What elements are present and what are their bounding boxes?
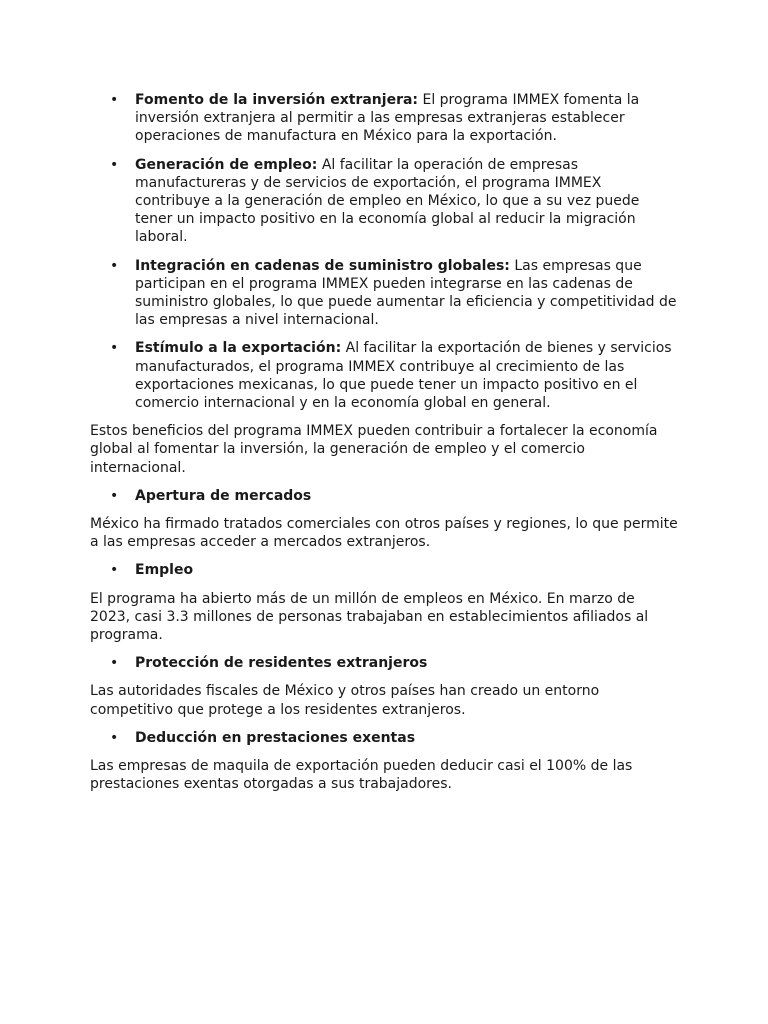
section-heading-text: Protección de residentes extranjeros xyxy=(135,655,428,672)
benefit-lead: Fomento de la inversión extranjera: xyxy=(135,92,419,108)
section-paragraph: México ha firmado tratados comerciales con otros países y regiones, lo que permite a las empresas acceder a mercados extranjeros. xyxy=(90,516,678,551)
section-heading-text: Empleo xyxy=(135,562,194,579)
bullet-icon: • xyxy=(110,487,119,504)
benefit-text: El programa IMMEX fomenta la inversión extranjera al permitir a las empresas extranjeras establecer operaciones de manufactura en México para la exportación. xyxy=(135,92,640,145)
section-heading xyxy=(90,654,678,672)
section-heading xyxy=(90,487,678,505)
benefit-text: Al facilitar la exportación de bienes y servicios manufacturados, el programa IMMEX contribuye al crecimiento de las exportaciones mexicanas, lo que puede tener un impacto positivo en el comercio internacional y en la economía global en general. xyxy=(135,340,672,412)
section-paragraph: Las autoridades fiscales de México y otros países han creado un entorno competitivo que protege a los residentes extranjeros. xyxy=(90,683,600,718)
summary-paragraph: Estos beneficios del programa IMMEX pueden contribuir a fortalecer la economía global al fomentar la inversión, la generación de empleo y el comercio internacional. xyxy=(90,423,658,476)
bullet-icon: • xyxy=(110,655,119,672)
bullet-icon: • xyxy=(110,156,119,173)
section-heading-text: Deducción en prestaciones exentas xyxy=(135,729,416,746)
section-heading-list xyxy=(90,729,678,747)
benefit-lead: Generación de empleo: xyxy=(135,156,318,173)
benefit-text: Al facilitar la operación de empresas manufactureras y de servicios de exportación, el programa IMMEX contribuye a la generación de empleo en México, lo que a su vez puede tener un impacto positivo en la economía global al reducir la migración laboral. xyxy=(135,156,640,246)
section-heading-list xyxy=(90,654,678,672)
bullet-icon: • xyxy=(110,340,119,357)
list-item xyxy=(90,91,678,146)
list-item xyxy=(90,339,678,412)
section-heading-list xyxy=(90,487,678,505)
benefits-list xyxy=(90,91,678,412)
list-item xyxy=(90,257,678,330)
section-heading xyxy=(90,729,678,747)
section-heading-list xyxy=(90,561,678,579)
list-item xyxy=(90,156,678,247)
section-paragraph: Las empresas de maquila de exportación pueden deducir casi el 100% de las prestaciones exentas otorgadas a sus trabajadores. xyxy=(90,758,633,793)
benefit-lead: Estímulo a la exportación: xyxy=(135,340,342,357)
section-heading-text: Apertura de mercados xyxy=(135,487,312,504)
benefit-lead: Integración en cadenas de suministro globales: xyxy=(135,257,510,274)
bullet-icon: • xyxy=(110,562,119,579)
section-paragraph: El programa ha abierto más de un millón de empleos en México. En marzo de 2023, casi 3.3 millones de personas trabajaban en establecimientos afiliados al programa. xyxy=(90,590,649,644)
bullet-icon: • xyxy=(110,92,119,108)
section-heading xyxy=(90,561,678,579)
bullet-icon: • xyxy=(110,257,119,274)
benefit-text: Las empresas que participan en el programa IMMEX pueden integrarse en las cadenas de suministro globales, lo que puede aumentar la eficiencia y competitividad de las empresas a nivel internacional. xyxy=(135,257,677,329)
bullet-icon: • xyxy=(110,729,119,746)
